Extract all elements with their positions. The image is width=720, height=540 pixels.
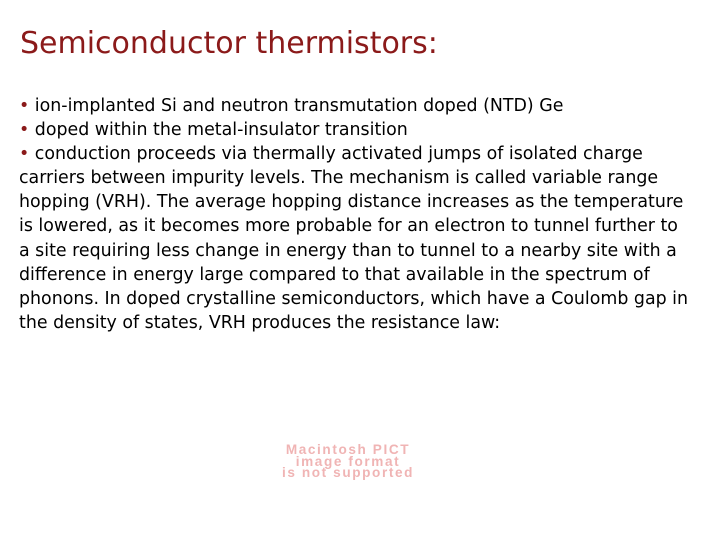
slide-title: Semiconductor thermistors: xyxy=(20,26,438,61)
bullet-text: conduction proceeds via thermally activated jumps of isolated charge carriers between impurity levels. The mechanism is called variable range hopping (VRH). The average hopping distance increases as the temperature is lowered, as it becomes more probable for an electron to tunnel further to a site requiring less change in energy than to tunnel to a nearby site with a difference in energy large compared to that available in the spectrum of phonons. In doped crystalline semiconductors, which have a Coulomb gap in the density of states, VRH produces the resistance law: xyxy=(19,144,689,333)
unsupported-image-placeholder xyxy=(208,444,488,478)
placeholder-line: image format xyxy=(295,453,401,469)
bullet-item xyxy=(19,94,689,118)
placeholder-line: is not supported xyxy=(281,465,415,480)
bullet-text: doped within the metal-insulator transition xyxy=(34,120,408,141)
bullet-marker: • xyxy=(19,144,30,165)
bullet-marker: • xyxy=(19,120,30,141)
bullet-marker: • xyxy=(19,96,30,116)
slide-body xyxy=(19,94,689,335)
placeholder-line: Macintosh PICT xyxy=(285,442,411,457)
bullet-text: ion-implanted Si and neutron transmutation doped (NTD) Ge xyxy=(34,96,564,116)
bullet-item xyxy=(19,142,689,335)
bullet-item xyxy=(19,118,689,142)
